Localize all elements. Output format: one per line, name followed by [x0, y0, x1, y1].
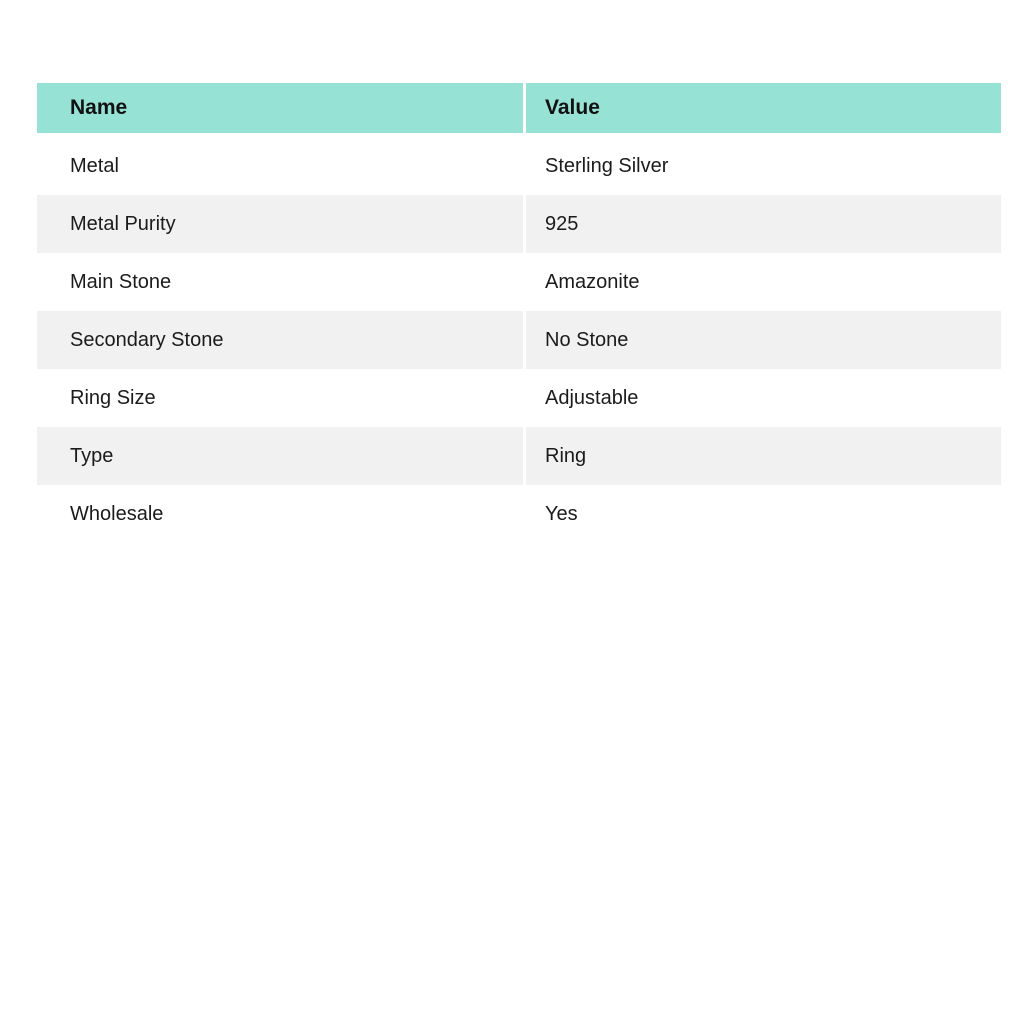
table-row — [37, 311, 1001, 369]
cell-attribute-name: Metal Purity — [37, 195, 523, 253]
table-row — [37, 485, 1001, 543]
cell-attribute-value: Yes — [545, 502, 578, 525]
cell-attribute-value: 925 — [526, 195, 1001, 253]
table-row — [37, 195, 1001, 253]
header-cell-name: Name — [37, 83, 523, 133]
cell-attribute-value: Amazonite — [545, 270, 640, 293]
attributes-table — [37, 83, 1001, 543]
cell-attribute-name: Metal — [70, 154, 119, 177]
table-row — [37, 369, 1001, 427]
cell-attribute-name: Secondary Stone — [37, 311, 523, 369]
cell-attribute-name: Wholesale — [70, 502, 164, 525]
cell-attribute-value: No Stone — [526, 311, 1001, 369]
header-cell-value: Value — [526, 83, 1001, 133]
cell-attribute-value: Adjustable — [545, 386, 639, 409]
table-row — [37, 253, 1001, 311]
table-row — [37, 427, 1001, 485]
cell-attribute-name: Ring Size — [70, 386, 156, 409]
cell-attribute-name: Type — [37, 427, 523, 485]
cell-attribute-value: Ring — [526, 427, 1001, 485]
table-body — [37, 137, 1001, 543]
table-row — [37, 137, 1001, 195]
table-header-row — [37, 83, 1001, 133]
cell-attribute-name: Main Stone — [70, 270, 172, 293]
cell-attribute-value: Sterling Silver — [545, 154, 669, 177]
